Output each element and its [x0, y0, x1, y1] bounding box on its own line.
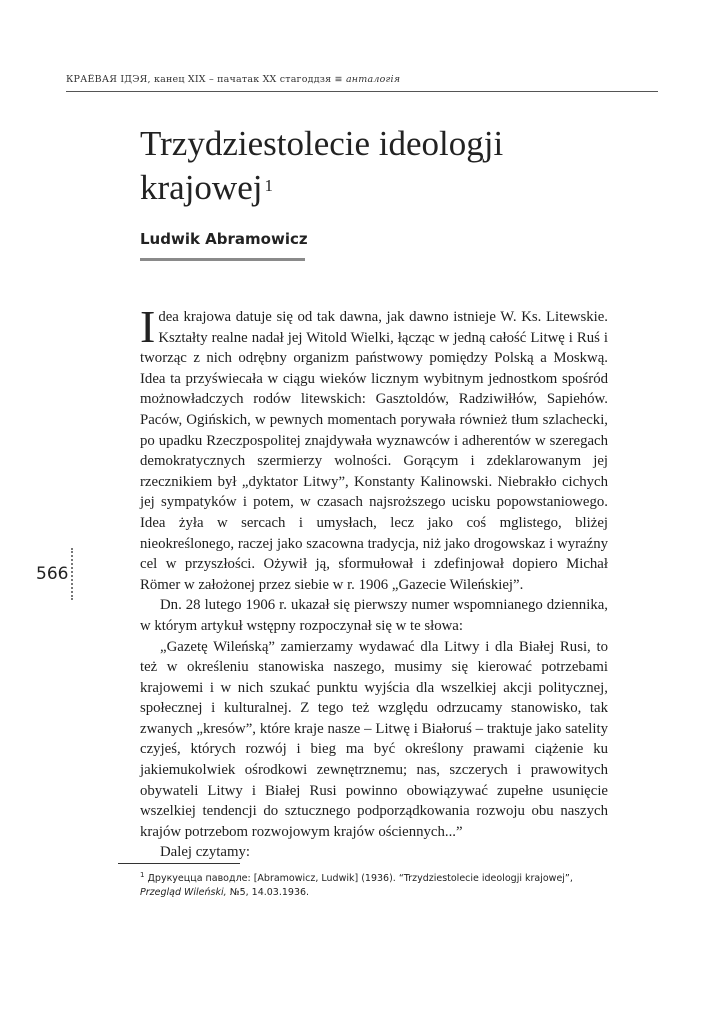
footnote-citation: [Abramowicz, Ludwik] (1936). “Trzydziestolecie ideologji krajowej”,	[253, 873, 573, 885]
header-rule	[66, 91, 658, 92]
author-rule	[140, 258, 305, 261]
running-title: КРАЁВАЯ ІДЭЯ, канец XIX – пачатак XX стагоддзя	[66, 74, 332, 85]
header-separator: ≡	[331, 74, 346, 85]
footnote-label: Друкуецца паводле:	[147, 873, 251, 885]
running-header	[66, 74, 658, 85]
footnote-rule	[118, 863, 240, 864]
article-body	[140, 301, 608, 863]
footnote-issue: №5, 14.03.1936.	[229, 887, 310, 899]
footnote-marker: 1	[140, 871, 145, 879]
article-title	[140, 122, 600, 210]
paragraph-2: Dn. 28 lutego 1906 r. ukazał się pierwszy numer wspomnianego dziennika, w którym artykuł wstępny rozpoczynał się w te słowa:	[140, 597, 608, 634]
section-name: анталогія	[345, 74, 401, 85]
paragraph-1-text: dea krajowa datuje się od tak dawna, jak dawno istnieje W. Ks. Litewskie. Kształty realne nadał jej Witold Wielki, łącząc w jedną całość Litwę i Ruś i tworząc z nich odrębny organizm państwowy pomiędzy Polską a Moskwą. Idea ta przyświecała w ciągu wieków licznym wybitnym jednostkom spośród możnowładczych rodów litewskich: Gasztoldów, Radziwiłłów, Sapiehów. Paców, Ogińskich, w pewnych momentach porywała również tłum szlachecki, po upadku Rzeczpospolitej znajdywała wyznawców i adherentów w szeregach demokratycznych szermierzy wolności. Gorącym i zdeklarowanym jej rzecznikiem był „dyktator Litwy”, Konstanty Kalinowski. Niebrakło cichych jej sympatyków i potem, w czasach najsroższego ucisku popowstaniowego. Idea żyła w sercach i umysłach, lecz jako coś mglistego, bliżej nieokreślonego, raczej jako szacowna tradycja, niż jako drogowskaz i wyraźny cel w przyszłości. Ożywił ją, sformułował i zdefinjował dopiero Michał Römer w założonej przez siebie w r. 1906 „Gazecie Wileńskiej”.	[140, 309, 608, 593]
drop-cap: I	[140, 301, 156, 352]
title-footnote-marker[interactable]: 1	[264, 176, 273, 195]
paragraph-4: Dalej czytamy:	[160, 844, 250, 861]
article-title-text: Trzydziestolecie ideologji krajowej	[140, 124, 504, 207]
page-number-dotted-rule	[71, 548, 73, 600]
footnote-journal: Przegląd Wileński,	[140, 887, 227, 899]
page-number: 566	[36, 564, 69, 584]
paragraph-1	[140, 301, 608, 595]
footnote	[140, 868, 608, 900]
article-author: Ludwik Abramowicz	[140, 230, 308, 248]
paragraph-3-quote: „Gazetę Wileńską” zamierzamy wydawać dla Litwy i dla Białej Rusi, to też w określeniu stanowiska naszego, musimy się kierować potrzebami krajowemi i w nich szukać punktu wyjścia dla wszelkiej akcji politycznej, społecznej i kulturalnej. Z tego też względu odrzucamy stanowisko, tak zwanych „kresów”, które kraje nasze – Litwę i Białoruś – traktuje jako satelity czyjeś, których rozwój i bieg ma być określony prawami ciążenie ku jakiemukolwiek ośrodkowi zewnętrznemu; nas, szczerych i prawowitych obywateli Litwy i Białej Rusi powinno obowiązywać zupełne usunięcie wszelkiej tendencji do sztucznego podporządkowania rozwoju obu naszych krajów potrzebom rozwojowym krajów ościennych...”	[140, 638, 608, 840]
